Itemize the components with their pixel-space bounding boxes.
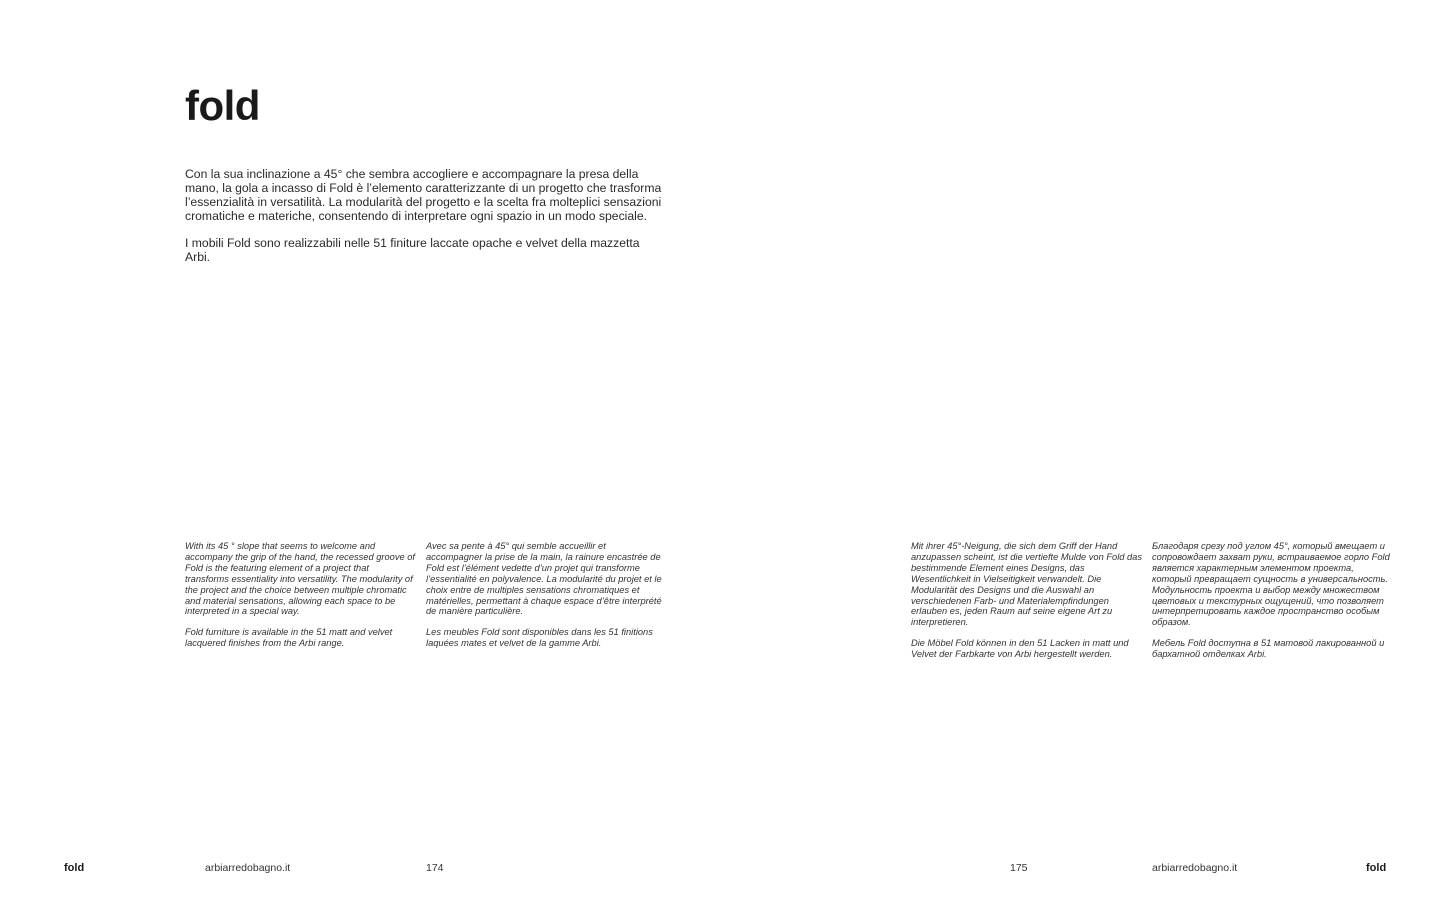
french-paragraph-2: Les meubles Fold sont disponibles dans les 51 finitions laquées mates et velvet de la gamme Arbi.: [426, 627, 653, 649]
translation-russian: [1152, 541, 1390, 670]
page-title: fold: [185, 82, 260, 129]
intro-paragraph-2: I mobili Fold sono realizzabili nelle 51 finiture laccate opache e velvet della mazzetta Arbi.: [185, 235, 640, 264]
footer-website-left[interactable]: arbiarredobagno.it: [205, 862, 291, 874]
translation-french: [426, 541, 664, 659]
german-paragraph-1: Mit ihrer 45°-Neigung, die sich dem Griff der Hand anzupassen scheint, ist die vertiefte Mulde von Fold das bestimmende Element eines Designs, das Wesentlichkeit in Vielseitigkeit verwandelt. Die Modularität des Designs und die Auswahl an verschiedenen Farb- und Materialempfindungen erlauben es, jeden Raum auf seine eigene Art zu interpretieren.: [911, 541, 1143, 628]
footer-brand-left: fold: [64, 862, 85, 874]
footer-brand-right: fold: [1366, 862, 1387, 874]
russian-paragraph-2: Мебель Fold доступна в 51 матовой лакированной и бархатной отделках Arbi.: [1152, 638, 1385, 660]
translation-german: [911, 541, 1146, 670]
german-paragraph-2: Die Möbel Fold können in den 51 Lacken in matt und Velvet der Farbkarte von Arbi hergestellt werden.: [911, 638, 1129, 660]
footer-website-right[interactable]: arbiarredobagno.it: [1152, 862, 1238, 874]
intro-paragraph-1: Con la sua inclinazione a 45° che sembra accogliere e accompagnare la presa della mano, la gola a incasso di Fold è l’elemento caratterizzante di un progetto che trasforma l’essenzialità in versatilità. La modularità del progetto e la scelta fra molteplici sensazioni cromatiche e materiche, consentendo di interpretare ogni spazio in un modo speciale.: [185, 167, 662, 223]
intro-text-italian: [185, 168, 665, 277]
russian-paragraph-1: Благодаря срезу под углом 45°, который вмещает и сопровождает захват руки, встраиваемое горло Fold является характерным элементом проекта, который превращает сущность в универсальность. Модульность проекта и выбор между множеством цветовых и текстурных ощущений, что позволяет интерпретировать каждое пространство особым образом.: [1152, 541, 1390, 628]
english-paragraph-1: With its 45 ° slope that seems to welcome and accompany the grip of the hand, the recessed groove of Fold is the featuring element of a project that transforms essentiality into versatility. The modularity of the project and the choice between multiple chromatic and material sensations, allowing each space to be interpreted in a special way.: [185, 541, 415, 617]
translation-english: [185, 541, 415, 659]
page-number-left: 174: [426, 862, 444, 874]
page-number-right: 175: [1010, 862, 1028, 874]
english-paragraph-2: Fold furniture is available in the 51 matt and velvet lacquered finishes from the Arbi range.: [185, 627, 393, 649]
french-paragraph-1: Avec sa pente à 45° qui semble accueillir et accompagner la prise de la main, la rainure encastrée de Fold est l’élément vedette d’un projet qui transforme l’essentialité en polyvalence. La modularité du projet et le choix entre de multiples sensations chromatiques et matérielles, permettant à chaque espace d’être interprété de manière particulière.: [426, 541, 662, 617]
